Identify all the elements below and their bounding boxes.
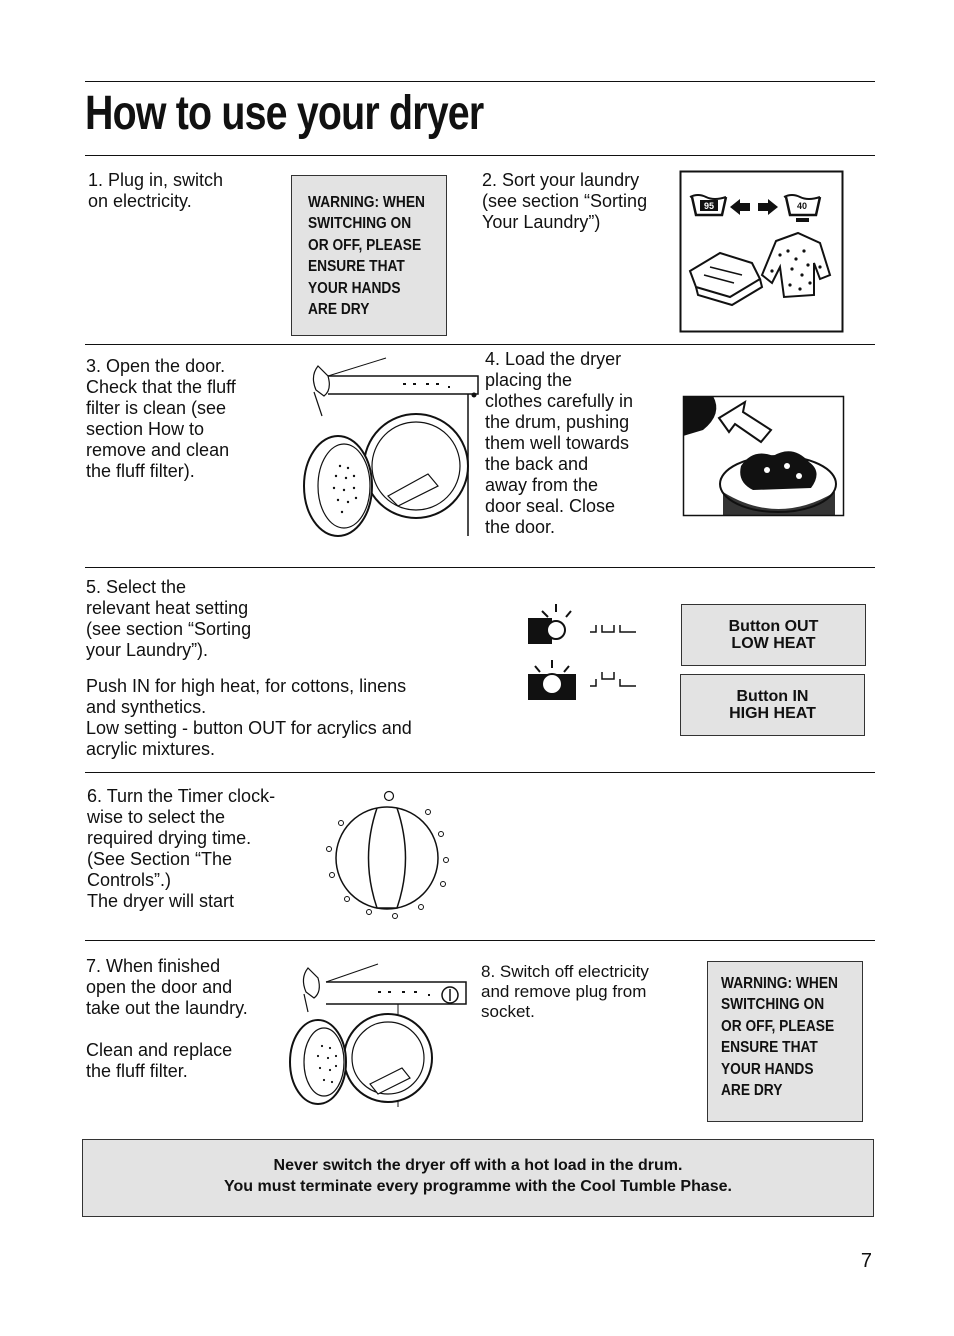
page-title: How to use your dryer xyxy=(85,87,484,140)
loading-drum-illustration xyxy=(683,396,844,516)
notice-line-2: You must terminate every programme with the Cool Tumble Phase. xyxy=(224,1178,732,1195)
step-3-text: 3. Open the door. Check that the fluff filter is clean (see section How to remove and clean the fluff filter). xyxy=(86,356,236,481)
divider-2 xyxy=(85,567,875,568)
low-heat-button-label: Button OUT LOW HEAT xyxy=(681,604,866,666)
cool-tumble-notice xyxy=(82,1139,874,1217)
divider-3 xyxy=(85,772,875,773)
svg-text:40: 40 xyxy=(796,201,808,211)
step-2-text: 2. Sort your laundry (see section “Sorting Your Laundry”) xyxy=(482,170,648,232)
step-6-text: 6. Turn the Timer clock- wise to select the required drying time. (See Section “The Controls”.) The dryer will start xyxy=(87,786,276,911)
divider-4 xyxy=(85,940,875,941)
dryer-unload-illustration xyxy=(278,962,473,1107)
step-8-text: 8. Switch off electricity and remove plug from socket. xyxy=(481,962,649,1021)
step-4-text: 4. Load the dryer placing the clothes carefully in the drum, pushing them well towards the back and away from the door seal. Close the door. xyxy=(485,349,634,537)
step-1-text: 1. Plug in, switch on electricity. xyxy=(88,170,224,211)
timer-knob-icon xyxy=(336,807,438,909)
dryer-open-door-illustration xyxy=(288,356,483,541)
title-rule xyxy=(85,155,875,156)
low-heat-symbol xyxy=(526,600,641,648)
high-heat-symbol xyxy=(526,656,641,704)
laundry-sorting-illustration xyxy=(680,171,843,332)
warning-box-2 xyxy=(707,961,863,1122)
warning-text-2: WARNING: WHEN SWITCHING ON OR OFF, PLEASE ENSURE THAT YOUR HANDS ARE DRY xyxy=(721,975,838,1100)
page-number: 7 xyxy=(860,1250,872,1272)
high-heat-button-label: Button IN HIGH HEAT xyxy=(680,674,865,736)
notice-line-1: Never switch the dryer off with a hot load in the drum. xyxy=(273,1157,683,1174)
svg-text:95: 95 xyxy=(703,201,715,211)
warning-text-1: WARNING: WHEN SWITCHING ON OR OFF, PLEASE ENSURE THAT YOUR HANDS ARE DRY xyxy=(308,194,425,319)
step-5-detail: Push IN for high heat, for cottons, linens and synthetics. Low setting - button OUT for acrylics and acrylic mixtures. xyxy=(86,676,412,759)
step-7-text: 7. When finished open the door and take out the laundry. Clean and replace the fluff filter. xyxy=(86,956,248,1081)
divider-1 xyxy=(85,344,875,345)
warning-box-1 xyxy=(291,175,447,336)
timer-dial-illustration xyxy=(322,788,452,923)
top-rule xyxy=(85,81,875,82)
step-5-text: 5. Select the relevant heat setting (see section “Sorting your Laundry”). xyxy=(86,577,252,660)
